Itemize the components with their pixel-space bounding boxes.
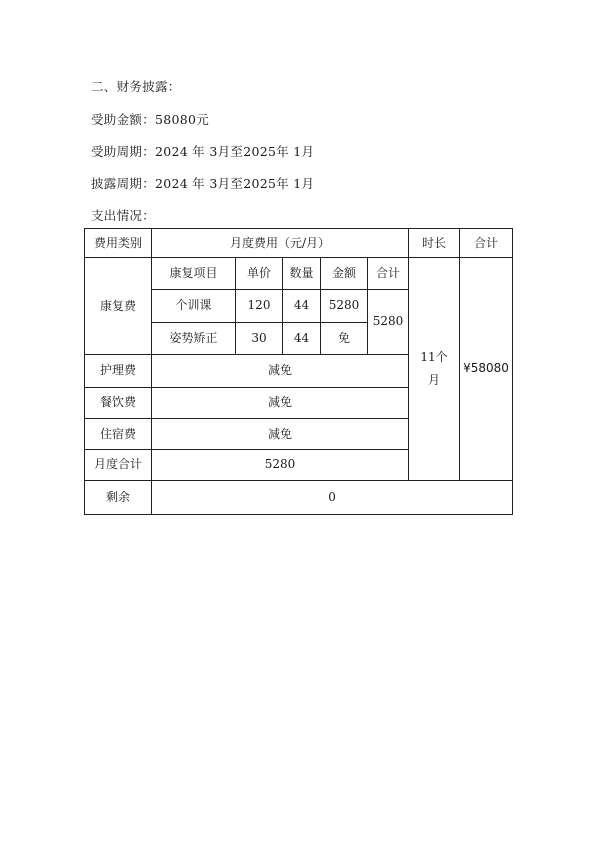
subheader-price: 单价	[236, 258, 283, 289]
remaining-row	[85, 480, 513, 514]
rehab-subtotal: 5280	[368, 289, 409, 355]
lodging-fee-label: 住宿费	[85, 418, 152, 449]
meal-fee-value: 减免	[152, 387, 409, 418]
section-title: 二、财务披露：	[91, 79, 181, 94]
subheader-subtotal: 合计	[368, 258, 409, 289]
rehab-price-0: 120	[236, 289, 283, 322]
rehab-price-1: 30	[236, 322, 283, 354]
table-header-row	[85, 229, 513, 258]
remaining-value: 0	[152, 480, 513, 514]
aid-period-line: 受助周期：2024 年 3月至2025年 1月	[91, 144, 315, 159]
monthly-total-value: 5280	[152, 450, 409, 480]
monthly-total-label: 月度合计	[85, 450, 152, 480]
rehab-qty-0: 44	[283, 289, 321, 322]
expense-table	[84, 228, 513, 515]
rehab-item-0: 个训课	[152, 289, 236, 322]
rehab-amount-1: 免	[321, 322, 368, 354]
rehab-label: 康复费	[85, 258, 152, 355]
rehab-item-1: 姿势矫正	[152, 322, 236, 354]
care-fee-value: 减免	[152, 355, 409, 387]
rehab-amount-0: 5280	[321, 289, 368, 322]
disclosure-period-line: 披露周期：2024 年 3月至2025年 1月	[91, 176, 315, 191]
header-duration: 时长	[409, 229, 460, 258]
duration-cell	[409, 258, 460, 480]
remaining-label: 剩余	[85, 480, 152, 514]
expense-title: 支出情况：	[91, 208, 156, 223]
header-category: 费用类别	[85, 229, 152, 258]
header-monthly-fee: 月度费用（元/月）	[152, 229, 409, 258]
rehab-qty-1: 44	[283, 322, 321, 354]
header-total: 合计	[460, 229, 513, 258]
rehab-subheader-row	[85, 258, 513, 289]
lodging-fee-value: 减免	[152, 418, 409, 449]
subheader-amount: 金额	[321, 258, 368, 289]
care-fee-label: 护理费	[85, 355, 152, 387]
aid-amount-line: 受助金额：58080元	[91, 112, 210, 127]
duration-value: 11个月	[420, 350, 448, 387]
subheader-item: 康复项目	[152, 258, 236, 289]
meal-fee-label: 餐饮费	[85, 387, 152, 418]
subheader-qty: 数量	[283, 258, 321, 289]
grand-total-cell: ¥58080	[460, 258, 513, 480]
